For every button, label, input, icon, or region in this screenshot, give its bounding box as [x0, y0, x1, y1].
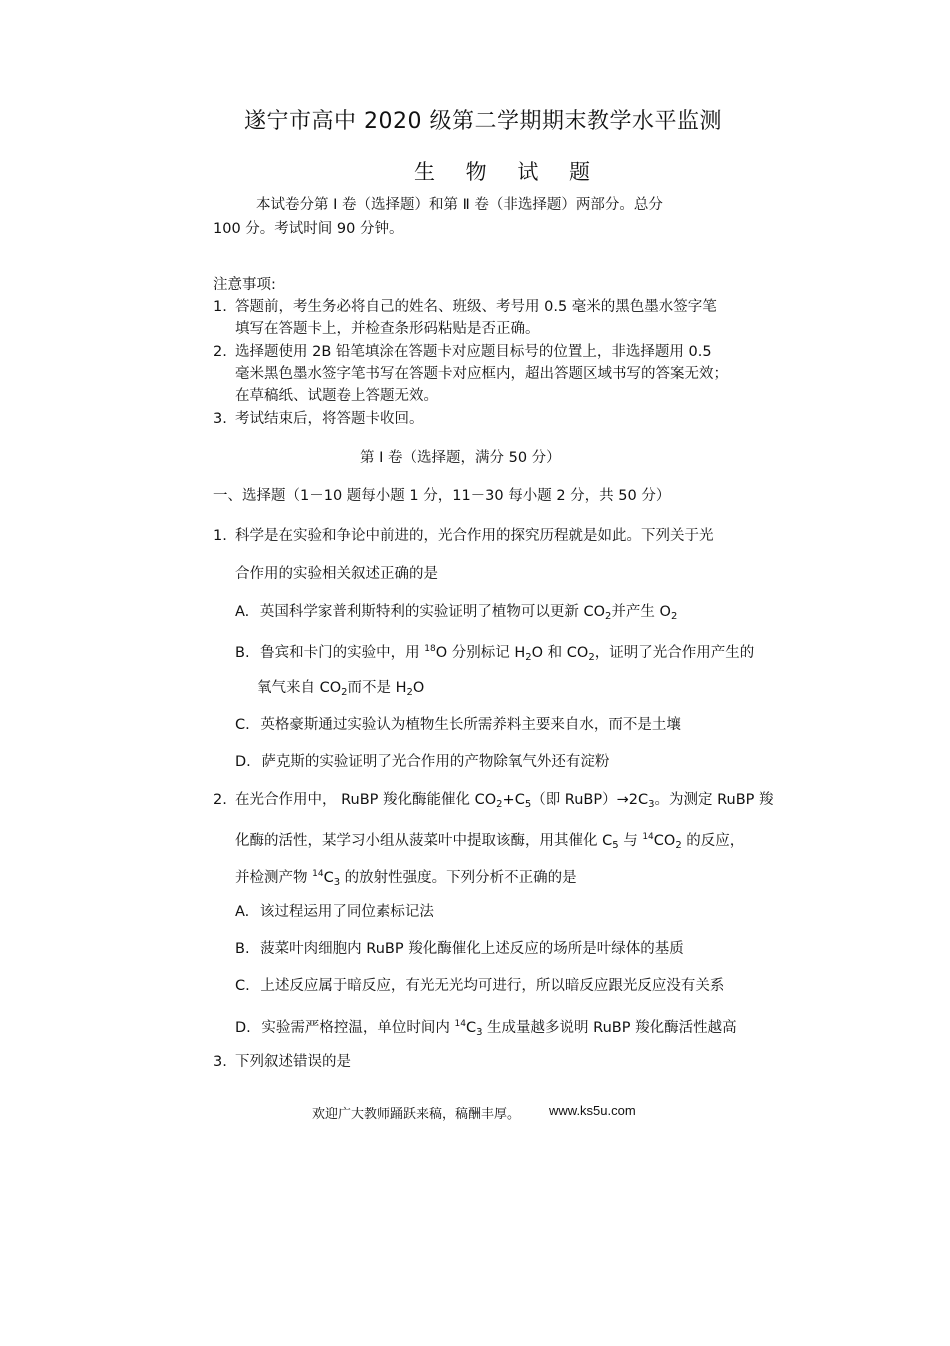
option-a	[235, 603, 677, 626]
option-d	[235, 753, 609, 771]
option-label: B.	[235, 941, 250, 957]
intro-line-2: 100 分。考试时间 90 分钟。	[213, 221, 404, 237]
question-number: 2.	[213, 792, 227, 808]
footer-note: 欢迎广大教师踊跃来稿，稿酬丰厚。	[312, 1107, 521, 1122]
option-text: 鲁宾和卡门的实验中，用 $^{18}$O 分别标记 $H_2O$ 和 $CO_2$，证明了光合作用产生的	[260, 644, 755, 663]
footer-link[interactable]: www.ks5u.com	[549, 1103, 636, 1118]
part-heading: 一、选择题（1－10 题每小题 1 分，11－30 每小题 2 分，共 50 分）	[213, 488, 671, 504]
option-text: 该过程运用了同位素标记法	[259, 904, 434, 920]
notes-heading: 注意事项:	[213, 277, 276, 293]
option-b-continued: 氧气来自 $CO_2$而不是 $H_2O$	[257, 680, 425, 698]
question-stem: 化酶的活性，某学习小组从菠菜叶中提取该酶，用其催化 $C_5$ 与 $^{14}CO_2$ 的反应，	[235, 832, 745, 851]
note-number: 2.	[213, 344, 227, 360]
note-line: 在草稿纸、试题卷上答题无效。	[235, 388, 438, 404]
question-stem: 合作用的实验相关叙述正确的是	[235, 566, 438, 582]
option-text: 英格豪斯通过实验认为植物生长所需养料主要来自水，而不是土壤	[260, 717, 681, 733]
option-c	[235, 977, 724, 995]
option-label: C.	[235, 978, 250, 994]
option-label: D.	[235, 754, 251, 770]
option-a	[235, 903, 434, 921]
option-text: 萨克斯的实验证明了光合作用的产物除氧气外还有淀粉	[261, 754, 610, 770]
intro-line-1: 本试卷分第 Ⅰ 卷（选择题）和第 Ⅱ 卷（非选择题）两部分。总分	[256, 197, 663, 213]
question-stem: 在光合作用中， RuBP 羧化酶能催化 $CO_2+C_5$（即 $RuBP)\to 2C_3$。为测定 RuBP 羧	[235, 792, 774, 810]
note-number: 1.	[213, 299, 227, 315]
option-text: 上述反应属于暗反应，有光无光均可进行，所以暗反应跟光反应没有关系	[260, 978, 725, 994]
exam-subtitle: 生 物 试 题	[414, 160, 603, 184]
note-line: 答题前，考生务必将自己的姓名、班级、考号用 0.5 毫米的黑色墨水签字笔	[235, 299, 717, 315]
option-text: 菠菜叶肉细胞内 RuBP 羧化酶催化上述反应的场所是叶绿体的基质	[260, 941, 684, 957]
question-stem: 并检测产物 $^{14}C_3$ 的放射性强度。下列分析不正确的是	[235, 869, 577, 888]
note-line: 毫米黑色墨水签字笔书写在答题卡对应框内，超出答题区域书写的答案无效；	[235, 366, 728, 382]
question-number: 3.	[213, 1054, 227, 1070]
option-b	[235, 640, 754, 667]
question-stem: 科学是在实验和争论中前进的，光合作用的探究历程就是如此。下列关于光	[235, 528, 714, 544]
option-text: 英国科学家普利斯特利的实验证明了植物可以更新 $CO_2$并产生 $O_2$	[259, 604, 678, 622]
question-stem: 下列叙述错误的是	[235, 1054, 351, 1070]
note-number: 3.	[213, 411, 227, 427]
option-text: 实验需严格控温，单位时间内 $^{14}C_3$ 生成量越多说明 RuBP 羧化酶活性越高	[261, 1019, 737, 1038]
section-heading: 第 I 卷（选择题，满分 50 分）	[360, 450, 561, 466]
option-label: A.	[235, 904, 250, 920]
option-d	[235, 1015, 737, 1042]
option-label: B.	[235, 645, 250, 661]
option-label: A.	[235, 604, 250, 620]
option-label: D.	[235, 1020, 251, 1036]
question-number: 1.	[213, 528, 227, 544]
note-line: 填写在答题卡上，并检查条形码粘贴是否正确。	[235, 321, 540, 337]
note-line: 考试结束后，将答题卡收回。	[235, 411, 424, 427]
note-line: 选择题使用 2B 铅笔填涂在答题卡对应题目标号的位置上，非选择题用 0.5	[235, 344, 712, 360]
option-c	[235, 716, 681, 734]
exam-title: 遂宁市高中 2020 级第二学期期末教学水平监测	[244, 109, 722, 134]
option-label: C.	[235, 717, 250, 733]
option-b	[235, 940, 684, 958]
